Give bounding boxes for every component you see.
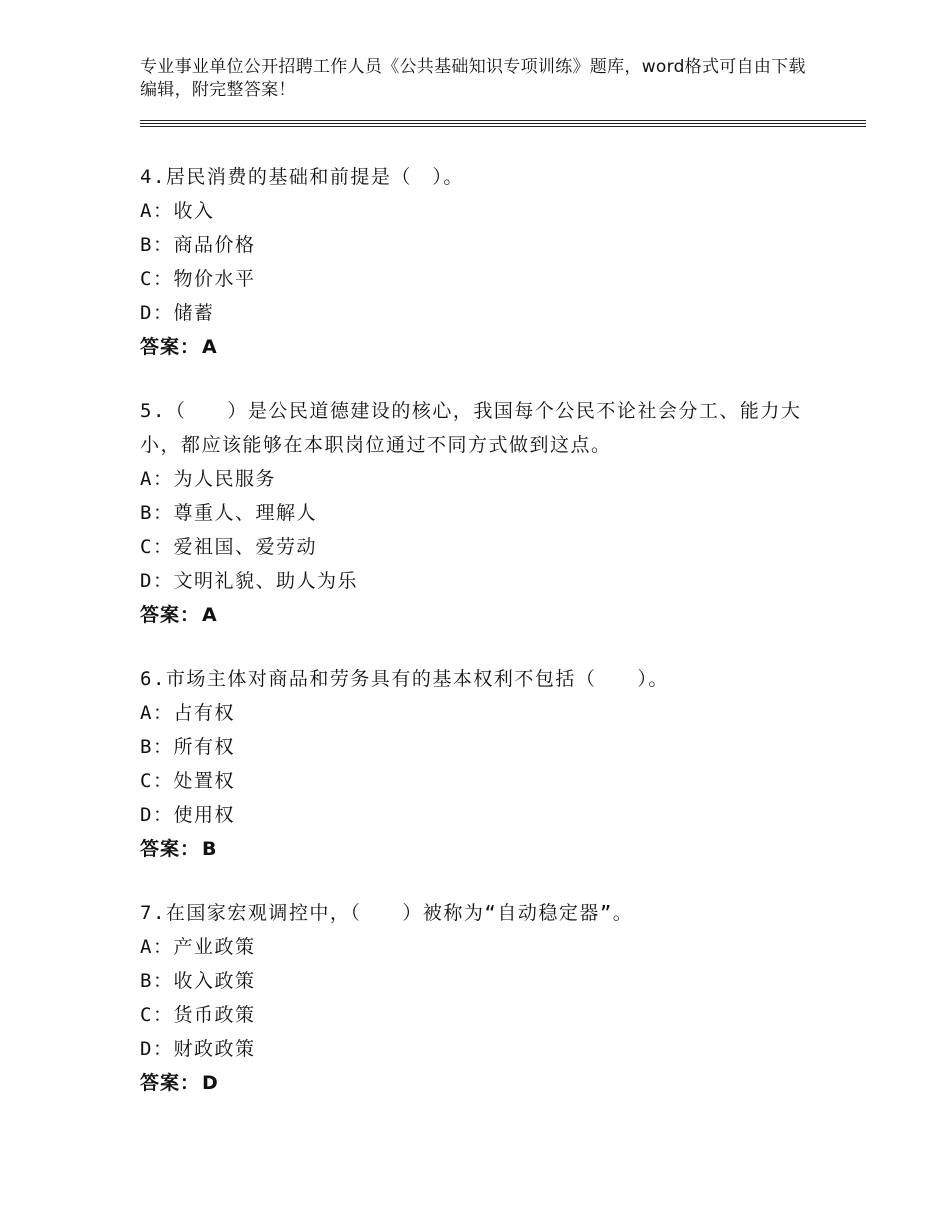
question-item [140,896,820,1100]
answer-line [140,832,820,866]
option-d: D：文明礼貌、助人为乐 [140,570,358,592]
answer-label: 答案： [140,838,201,860]
answer-value: B [202,838,218,860]
question-item [140,394,820,632]
answer-label: 答案： [140,336,201,358]
option-b: B：所有权 [140,736,235,758]
option-b: B：商品价格 [140,234,256,256]
question-item [140,160,820,364]
answer-line [140,330,820,364]
option-c: C：货币政策 [140,1004,256,1026]
option-c: C：爱祖国、爱劳动 [140,536,317,558]
option-d: D：财政政策 [140,1038,256,1060]
answer-line [140,1066,820,1100]
answer-line [140,598,820,632]
question-stem: 市场主体对商品和劳务具有的基本权利不包括（ ）。 [165,668,669,690]
question-stem: 在国家宏观调控中，（ ）被称为“自动稳定器”。 [165,902,634,924]
header-divider [140,120,866,121]
question-stem: 居民消费的基础和前提是（ ）。 [165,166,464,188]
header-divider [140,123,866,124]
question-list [140,160,820,1130]
question-number: 5. [140,400,166,422]
header-text: 专业事业单位公开招聘工作人员《公共基础知识专项训练》题库，word格式可自由下载编辑，附完整答案！ [140,57,806,100]
question-text [140,160,820,194]
option-a: A：为人民服务 [140,468,276,490]
answer-label: 答案： [140,1072,201,1094]
question-text [140,394,820,462]
answer-value: A [202,336,218,358]
document-header [140,56,820,102]
answer-value: D [202,1072,219,1094]
option-c: C：物价水平 [140,268,256,290]
question-number: 6. [140,668,166,690]
question-number: 7. [140,902,166,924]
question-text [140,662,820,696]
question-stem: （ ）是公民道德建设的核心，我国每个公民不论社会分工、能力大小，都应该能够在本职岗位通过不同方式做到这点。 [140,400,802,456]
option-a: A：产业政策 [140,936,256,958]
question-number: 4. [140,166,166,188]
answer-value: A [202,604,218,626]
option-a: A：收入 [140,200,215,222]
answer-label: 答案： [140,604,201,626]
option-d: D：储蓄 [140,302,215,324]
option-b: B：收入政策 [140,970,256,992]
option-b: B：尊重人、理解人 [140,502,317,524]
option-c: C：处置权 [140,770,235,792]
question-item [140,662,820,866]
option-d: D：使用权 [140,804,235,826]
option-a: A：占有权 [140,702,235,724]
question-text [140,896,820,930]
header-divider [140,126,866,127]
